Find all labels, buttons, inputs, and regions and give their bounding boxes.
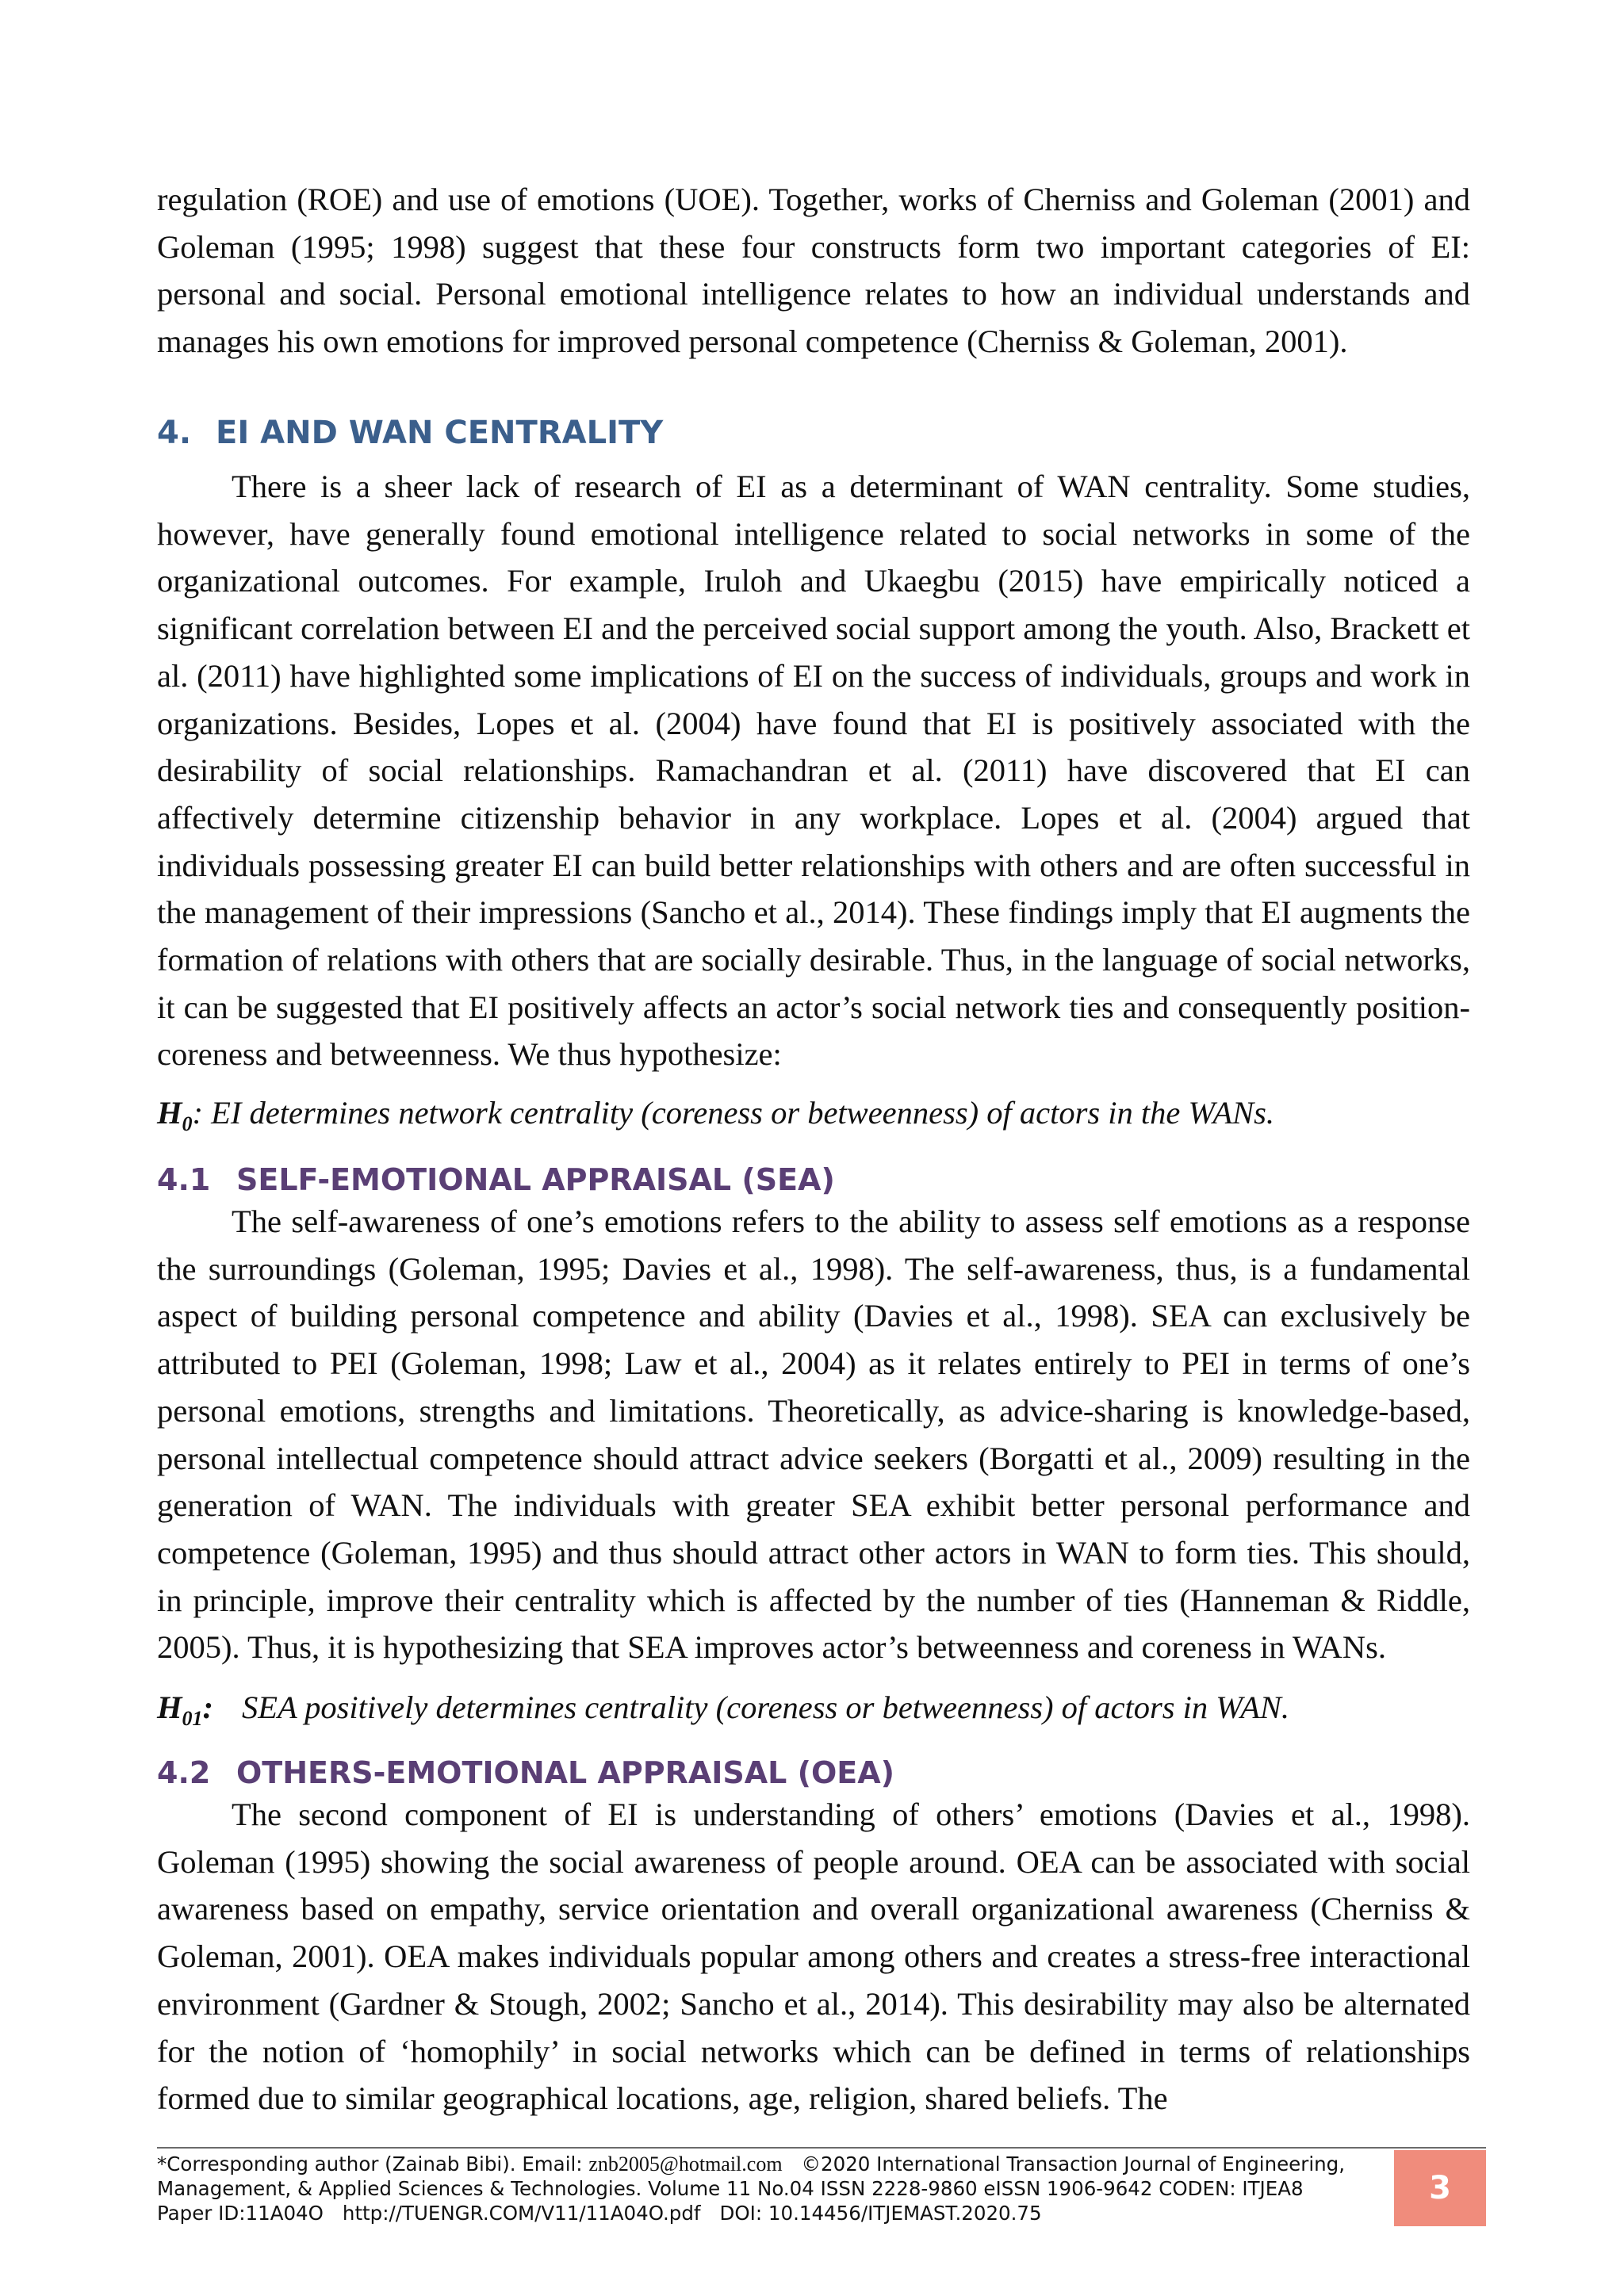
section-4-title: EI AND WAN CENTRALITY: [216, 415, 664, 451]
hypothesis-h0-colon: :: [192, 1095, 204, 1131]
footer-author: *Corresponding author (Zainab Bibi). Email:: [157, 2152, 589, 2175]
footer-paper-id: Paper ID:11A04O: [157, 2202, 324, 2225]
footer-line-2: Management, & Applied Sciences & Technologies. Volume 11 No.04 ISSN 2228-9860 eISSN 1906-9642 CODEN: ITJEA8: [157, 2177, 1304, 2200]
page-number-badge: 3: [1394, 2150, 1486, 2226]
section-4-2-paragraph-block: [157, 1791, 1470, 2122]
section-4-paragraph-block: [157, 463, 1470, 1078]
footer-divider: [157, 2147, 1486, 2149]
hypothesis-h01-colon: :: [202, 1689, 214, 1725]
hypothesis-h01-label: H: [157, 1689, 182, 1725]
page-footer: [157, 2152, 1378, 2225]
section-4-paragraph: There is a sheer lack of research of EI as a determinant of WAN centrality. Some studies, however, have generally found emotional intelligence related to social networks in some of the organizational outcomes. For example, Iruloh and Ukaegbu (2015) have empirically noticed a significant correlation between EI and the perceived social support among the youth. Also, Brackett et al. (2011) have highlighted some implications of EI on the success of individuals, groups and work in organizations. Besides, Lopes et al. (2004) have found that EI is positively associated with the desirability of social relationships. Ramachandran et al. (2011) have discovered that EI can affectively determine citizenship behavior in any workplace. Lopes et al. (2004) argued that individuals possessing greater EI can build better relationships with others and are often successful in the management of their impressions (Sancho et al., 2014). These findings imply that EI augments the formation of relations with others that are socially desirable. Thus, in the language of social networks, it can be suggested that EI positively affects an actor’s social network ties and consequently position- coreness and betweenness. We thus hypothesize:: [157, 469, 1470, 1073]
footer-email-link[interactable]: znb2005@hotmail.com: [588, 2152, 783, 2175]
intro-paragraph-block: [157, 176, 1470, 365]
section-4-2-number: 4.2: [157, 1755, 211, 1790]
hypothesis-h01-text: SEA positively determines centrality (coreness or betweenness) of actors in WAN.: [242, 1689, 1290, 1725]
footer-line-1: [157, 2152, 1378, 2176]
hypothesis-h0: [157, 1094, 1274, 1136]
section-4-2-heading: [157, 1755, 894, 1790]
section-4-number: 4.: [157, 415, 192, 451]
section-4-2-title: OTHERS-EMOTIONAL APPRAISAL (OEA): [236, 1755, 895, 1790]
section-4-2-paragraph: The second component of EI is understanding of others’ emotions (Davies et al., 1998). Goleman (1995) showing the social awareness of people around. OEA can be associated with social awareness based on empathy, service orientation and overall organizational awareness (Cherniss & Goleman, 2001). OEA makes individuals popular among others and creates a stress-free interactional environment (Gardner & Stough, 2002; Sancho et al., 2014). This desirability may also be alternated for the notion of ‘homophily’ in social networks which can be defined in terms of relationships formed due to similar geographical locations, age, religion, shared beliefs. The: [157, 1797, 1470, 2117]
section-4-1-heading: [157, 1162, 835, 1197]
hypothesis-h0-text: EI determines network centrality (coreness or betweenness) of actors in the WANs.: [203, 1095, 1275, 1131]
hypothesis-h01-subscript: 01: [182, 1707, 203, 1731]
intro-paragraph: regulation (ROE) and use of emotions (UOE). Together, works of Cherniss and Goleman (2001) and Goleman (1995; 1998) suggest that these four constructs form two important categories of EI: personal and social. Personal emotional intelligence relates to how an individual understands and manages his own emotions for improved personal competence (Cherniss & Goleman, 2001).: [157, 182, 1470, 360]
section-4-1-paragraph-block: [157, 1198, 1470, 1671]
footer-copyright: ©2020 International Transaction Journal of Engineering,: [801, 2152, 1345, 2175]
footer-doi: DOI: 10.14456/ITJEMAST.2020.75: [719, 2202, 1042, 2225]
hypothesis-h0-label: H: [157, 1095, 182, 1131]
hypothesis-h01: [157, 1689, 1289, 1731]
hypothesis-h0-subscript: 0: [182, 1112, 193, 1136]
section-4-1-number: 4.1: [157, 1162, 211, 1197]
section-4-1-paragraph: The self-awareness of one’s emotions refers to the ability to assess self emotions as a response the surroundings (Goleman, 1995; Davies et al., 1998). The self-awareness, thus, is a fundamental aspect of building personal competence and ability (Davies et al., 1998). SEA can exclusively be attributed to PEI (Goleman, 1998; Law et al., 2004) as it relates entirely to PEI in terms of one’s personal emotions, strengths and limitations. Theoretically, as advice-sharing is knowledge-based, personal intellectual competence should attract advice seekers (Borgatti et al., 2009) resulting in the generation of WAN. The individuals with greater SEA exhibit better personal performance and competence (Goleman, 1995) and thus should attract other actors in WAN to form ties. This should, in principle, improve their centrality which is affected by the number of ties (Hanneman & Riddle, 2005). Thus, it is hypothesizing that SEA improves actor’s betweenness and coreness in WANs.: [157, 1203, 1470, 1666]
footer-line-3: [157, 2201, 1378, 2225]
footer-url-link[interactable]: http://TUENGR.COM/V11/11A04O.pdf: [342, 2202, 701, 2225]
section-4-heading: [157, 415, 663, 451]
section-4-1-title: SELF-EMOTIONAL APPRAISAL (SEA): [236, 1162, 835, 1197]
